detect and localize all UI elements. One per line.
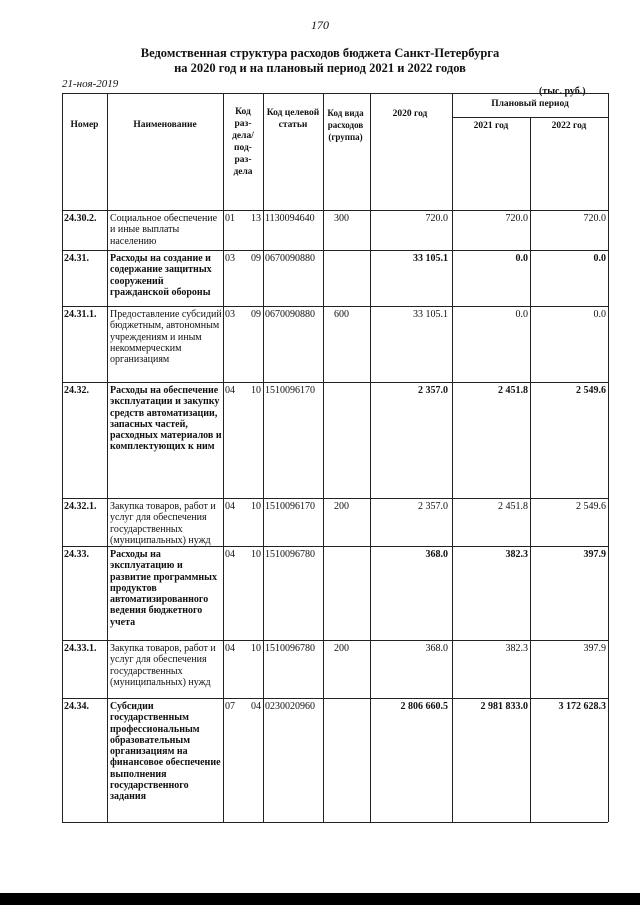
table-rule	[62, 250, 608, 251]
row-number: 24.32.1.	[64, 501, 97, 512]
row-target-code: 1130094640	[265, 213, 315, 224]
row-target-code: 0670090880	[265, 309, 315, 320]
row-value-2020: 2 806 660.5	[400, 701, 448, 712]
row-section-code: 04	[225, 643, 235, 654]
table-rule	[223, 93, 224, 822]
header-2020: 2020 год	[392, 109, 428, 119]
table-rule	[608, 93, 609, 822]
row-subsection-code: 10	[251, 643, 261, 654]
title-line-2: на 2020 год и на плановый период 2021 и 2022 годов	[174, 61, 466, 75]
row-number: 24.30.2.	[64, 213, 97, 224]
table-rule	[323, 93, 324, 822]
row-section-code: 03	[225, 309, 235, 320]
table-rule	[62, 306, 608, 307]
header-name: Наименование	[133, 120, 197, 130]
row-value-2021: 382.3	[505, 643, 528, 654]
row-value-2020: 33 105.1	[413, 253, 448, 264]
row-type-code: 200	[334, 501, 349, 512]
row-value-2021: 2 451.8	[498, 385, 528, 396]
header-type-code: Код вида расходов (группа)	[327, 108, 364, 142]
row-subsection-code: 09	[251, 309, 261, 320]
row-name: Субсидии государственным профессиональным образовательным организациям на финансовое обеспечение выполнения государственного задания	[110, 701, 221, 803]
row-value-2022: 0.0	[593, 253, 606, 264]
row-value-2022: 2 549.6	[576, 385, 606, 396]
table-rule	[62, 93, 608, 94]
row-subsection-code: 04	[251, 701, 261, 712]
row-number: 24.31.1.	[64, 309, 97, 320]
row-subsection-code: 10	[251, 549, 261, 560]
table-rule	[62, 822, 608, 823]
row-value-2020: 2 357.0	[418, 385, 448, 396]
title-line-1: Ведомственная структура расходов бюджета Санкт-Петербурга	[140, 46, 500, 60]
row-subsection-code: 10	[251, 385, 261, 396]
row-target-code: 1510096780	[265, 549, 315, 560]
table-rule	[263, 93, 264, 822]
table-rule	[452, 93, 453, 822]
row-value-2021: 0.0	[515, 309, 528, 320]
row-section-code: 01	[225, 213, 235, 224]
row-number: 24.33.1.	[64, 643, 97, 654]
table-rule	[62, 498, 608, 499]
scan-bottom-edge	[0, 893, 640, 905]
table-rule	[530, 117, 531, 822]
row-value-2020: 368.0	[425, 549, 448, 560]
row-name: Предоставление субсидий бюджетным, автономным учреждениям и иным некоммерческим организациям	[110, 309, 222, 366]
row-type-code: 300	[334, 213, 349, 224]
row-value-2021: 2 451.8	[498, 501, 528, 512]
row-value-2021: 2 981 833.0	[480, 701, 528, 712]
row-target-code: 1510096170	[265, 385, 315, 396]
row-number: 24.32.	[64, 385, 89, 396]
row-target-code: 1510096170	[265, 501, 315, 512]
row-number: 24.31.	[64, 253, 89, 264]
table-rule	[62, 210, 608, 211]
table-rule	[62, 698, 608, 699]
row-name: Закупка товаров, работ и услуг для обеспечения государственных (муниципальных) нужд	[110, 643, 216, 688]
row-section-code: 03	[225, 253, 235, 264]
table-rule	[62, 93, 63, 822]
row-section-code: 04	[225, 501, 235, 512]
row-name: Расходы на создание и содержание защитных сооружений гражданской обороны	[110, 253, 212, 298]
table-rule	[62, 640, 608, 641]
header-2022: 2022 год	[551, 121, 587, 131]
header-section-code: Код раз-дела/ под-раз-дела	[232, 107, 254, 177]
row-value-2022: 397.9	[583, 549, 606, 560]
row-value-2022: 397.9	[583, 643, 606, 654]
header-planned-period: Плановый период	[491, 99, 569, 109]
header-target-code: Код целевой статьи	[266, 108, 320, 130]
row-type-code: 600	[334, 309, 349, 320]
header-2021: 2021 год	[473, 121, 509, 131]
row-value-2020: 2 357.0	[418, 501, 448, 512]
row-subsection-code: 10	[251, 501, 261, 512]
row-name: Расходы на обеспечение эксплуатации и закупку средств автоматизации, запасных частей, расходных материалов и комплектующих к ним	[110, 385, 222, 453]
row-value-2022: 0.0	[593, 309, 606, 320]
row-value-2021: 720.0	[505, 213, 528, 224]
table-rule	[62, 382, 608, 383]
row-number: 24.33.	[64, 549, 89, 560]
table-rule	[107, 93, 108, 822]
row-subsection-code: 13	[251, 213, 261, 224]
row-section-code: 04	[225, 549, 235, 560]
document-title	[0, 46, 640, 76]
row-target-code: 1510096780	[265, 643, 315, 654]
row-name: Расходы на эксплуатацию и развитие программных продуктов автоматизированного ведения бюджетного учета	[110, 549, 217, 628]
row-value-2022: 3 172 628.3	[558, 701, 606, 712]
row-value-2020: 33 105.1	[413, 309, 448, 320]
row-value-2020: 720.0	[425, 213, 448, 224]
row-target-code: 0230020960	[265, 701, 315, 712]
row-value-2022: 2 549.6	[576, 501, 606, 512]
table-rule	[370, 93, 371, 822]
row-name: Закупка товаров, работ и услуг для обеспечения государственных (муниципальных) нужд	[110, 501, 216, 546]
row-value-2020: 368.0	[425, 643, 448, 654]
row-section-code: 07	[225, 701, 235, 712]
row-value-2022: 720.0	[583, 213, 606, 224]
row-subsection-code: 09	[251, 253, 261, 264]
row-value-2021: 382.3	[505, 549, 528, 560]
row-target-code: 0670090880	[265, 253, 315, 264]
row-section-code: 04	[225, 385, 235, 396]
row-type-code: 200	[334, 643, 349, 654]
row-value-2021: 0.0	[515, 253, 528, 264]
row-number: 24.34.	[64, 701, 89, 712]
header-number: Номер	[70, 120, 99, 130]
units-label: (тыс. руб.)	[539, 86, 586, 97]
document-date: 21-ноя-2019	[62, 78, 119, 90]
page-number: 170	[311, 18, 329, 32]
row-name: Социальное обеспечение и иные выплаты населению	[110, 213, 218, 247]
